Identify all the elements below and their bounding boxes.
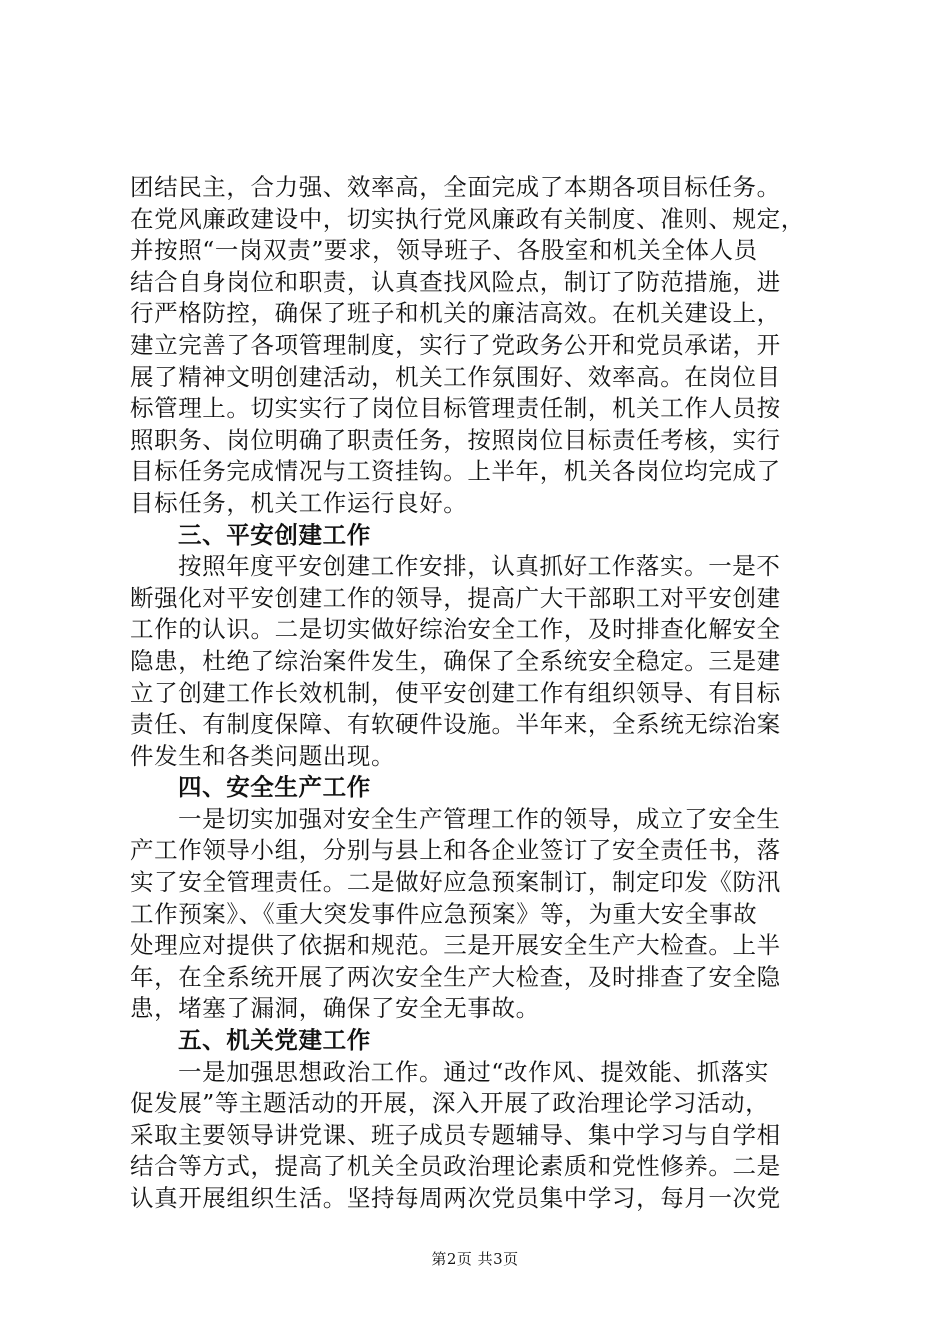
section-heading: 三、平安创建工作 <box>178 520 371 549</box>
section-heading: 五、机关党建工作 <box>178 1026 371 1055</box>
body-line: 目标任务，机关工作运行良好。 <box>130 488 468 517</box>
document-body <box>130 172 826 1215</box>
body-line: 实了安全管理责任。二是做好应急预案制订，制定印发《防汛 <box>130 868 781 897</box>
body-line: 照职务、岗位明确了职责任务，按照岗位目标责任考核，实行 <box>130 425 781 454</box>
body-line: 处理应对提供了依据和规范。三是开展安全生产大检查。上半 <box>130 931 781 960</box>
body-line: 患，堵塞了漏洞，确保了安全无事故。 <box>130 994 540 1023</box>
body-line: 一是切实加强对安全生产管理工作的领导，成立了安全生 <box>178 804 781 833</box>
body-line: 目标任务完成情况与工资挂钩。上半年，机关各岗位均完成了 <box>130 457 781 486</box>
body-line: 立了创建工作长效机制，使平安创建工作有组织领导、有目标 <box>130 678 781 707</box>
body-line: 年，在全系统开展了两次安全生产大检查，及时排查了安全隐 <box>130 962 781 991</box>
body-line: 件发生和各类问题出现。 <box>130 741 396 770</box>
body-line: 展了精神文明创建活动，机关工作氛围好、效率高。在岗位目 <box>130 362 781 391</box>
body-line: 一是加强思想政治工作。通过“改作风、提效能、抓落实 <box>178 1057 770 1086</box>
body-line: 责任、有制度保障、有软硬件设施。半年来，全系统无综治案 <box>130 710 781 739</box>
body-line: 按照年度平安创建工作安排，认真抓好工作落实。一是不 <box>178 552 781 581</box>
body-line: 标管理上。切实实行了岗位目标管理责任制，机关工作人员按 <box>130 394 781 423</box>
page-footer: 第2页 共3页 <box>431 1250 519 1268</box>
body-line: 团结民主，合力强、效率高，全面完成了本期各项目标任务。 <box>130 173 781 201</box>
body-line: 促发展”等主题活动的开展，深入开展了政治理论学习活动， <box>130 1089 770 1118</box>
body-line: 工作预案》、《重大突发事件应急预案》等，为重大安全事故 <box>130 899 758 928</box>
body-line: 行严格防控，确保了班子和机关的廉洁高效。在机关建设上， <box>130 299 781 328</box>
section-heading: 四、安全生产工作 <box>178 773 371 802</box>
body-line: 结合等方式，提高了机关全员政治理论素质和党性修养。二是 <box>130 1152 781 1181</box>
body-line: 隐患，杜绝了综治案件发生，确保了全系统安全稳定。三是建 <box>130 646 781 675</box>
body-line: 断强化对平安创建工作的领导，提高广大干部职工对平安创建 <box>130 583 781 612</box>
body-line: 采取主要领导讲党课、班子成员专题辅导、集中学习与自学相 <box>130 1120 781 1149</box>
body-line: 并按照“一岗双责”要求，领导班子、各股室和机关全体人员 <box>130 236 758 265</box>
body-line: 建立完善了各项管理制度，实行了党政务公开和党员承诺，开 <box>130 330 781 359</box>
body-line: 认真开展组织生活。坚持每周两次党员集中学习，每月一次党 <box>130 1184 781 1212</box>
body-line: 在党风廉政建设中，切实执行党风廉政有关制度、准则、规定， <box>130 204 805 233</box>
body-line: 产工作领导小组，分别与县上和各企业签订了安全责任书，落 <box>130 836 781 865</box>
body-line: 结合自身岗位和职责，认真查找风险点，制订了防范措施，进 <box>130 267 781 296</box>
body-line: 工作的认识。二是切实做好综治安全工作，及时排查化解安全 <box>130 615 781 644</box>
